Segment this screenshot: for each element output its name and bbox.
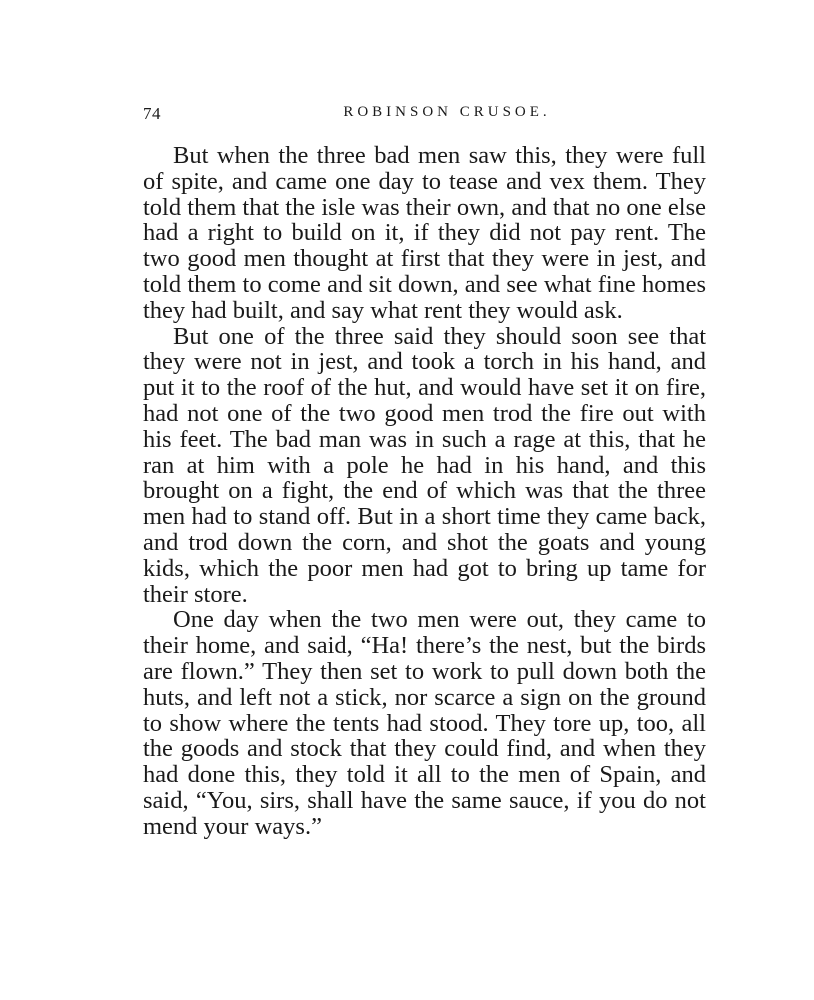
paragraph-2: But one of the three said they should soon see that they were not in jest, and took a torch in his hand, and put it to the roof of the hut, and would have set it on fire, had not one of the two good men trod the fire out with his feet. The bad man was in such a rage at this, that he ran at him with a pole he had in his hand, and this brought on a fight, the end of which was that the three men had to stand off. But in a short time they came back, and trod down the corn, and shot the goats and young kids, which the poor men had got to bring up tame for their store. — [143, 322, 706, 608]
paragraph-3: One day when the two men were out, they came to their home, and said, “Ha! there’s the nest, but the birds are flown.” They then set to work to pull down both the huts, and left not a stick, nor scarce a sign on the ground to show where the tents had stood. They tore up, too, all the goods and stock that they could find, and when they had done this, they told it all to the men of Spain, and said, “You, sirs, shall have the same sauce, if you do not mend your ways.” — [143, 606, 706, 840]
paragraph-1: But when the three bad men saw this, they were full of spite, and came one day to tease and vex them. They told them that the isle was their own, and that no one else had a right to build on it, if they did not pay rent. The two good men thought at first that they were in jest, and told them to come and sit down, and see what fine homes they had built, and say what rent they would ask. — [143, 142, 706, 324]
page-number: 74 — [143, 104, 161, 123]
body-text — [143, 143, 706, 840]
running-head — [143, 104, 711, 128]
running-title: ROBINSON CRUSOE. — [343, 104, 551, 120]
